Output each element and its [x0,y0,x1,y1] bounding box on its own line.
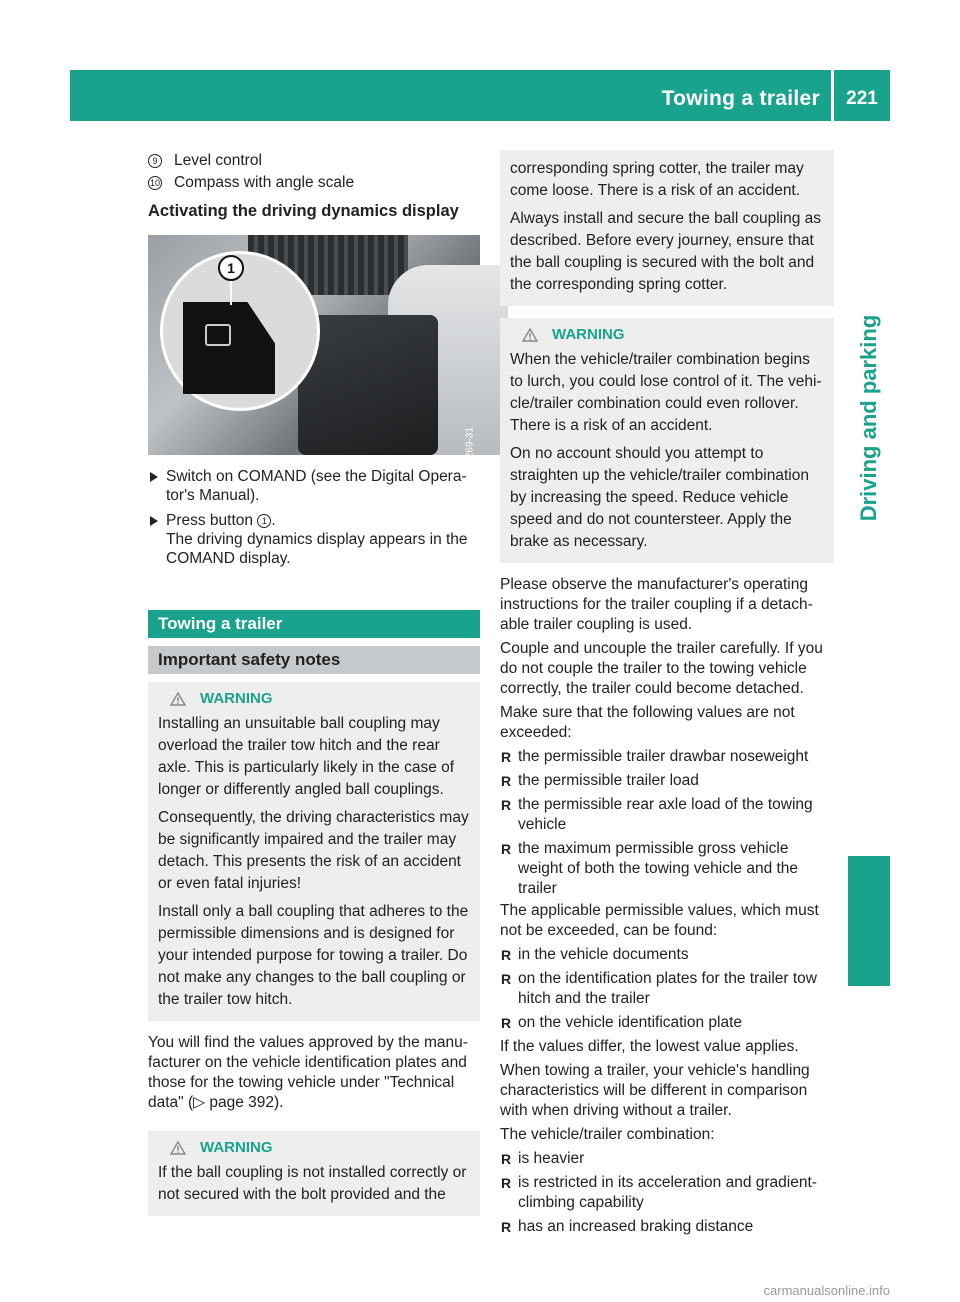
limits-list [500,747,834,899]
side-tab [848,120,890,820]
step-number: 1 [257,514,271,528]
legend-item [148,172,480,194]
warning-box-continued [500,150,834,306]
legend-text: Compass with angle scale [174,174,355,191]
photo-button [183,302,275,394]
activating-heading: Activating the driving dynamics display [148,202,459,220]
right-column [500,150,834,1237]
warning-text: Installing an unsuitable ball coupling may overload the trailer tow hitch and the rear axle. This is particularly likely in the case of longer or differently angled ball couplings. [158,715,455,798]
legend-text: Level control [174,152,262,169]
list-item: R in the vehicle documents [500,945,834,965]
warning-triangle-icon [170,1141,186,1155]
legend-number: 10 [149,178,160,188]
list-item: R the permissible rear axle load of the towing vehicle [500,795,834,835]
values-paragraph: You will find the values approved by the manu-facturer on the vehicle identification plates and those for the towing vehicle under "Technical data" (▷ page 392). [148,1034,468,1111]
warning-box [500,318,834,563]
paragraph: Couple and uncouple the trailer carefully. If you do not couple the trailer to the towing vehicle correctly, the trailer could become detached. [500,640,823,697]
warning-box [148,682,480,1021]
warning-label: WARNING [200,1139,273,1156]
sources-list [500,945,834,1033]
step-result: The driving dynamics display appears in the COMAND display. [166,531,468,567]
section-title: Towing a trailer [148,610,480,638]
warning-text: Always install and secure the ball coupling as described. Before every journey, ensure that the ball coupling is secured with the bolt and the corresponding spring cotter. [510,210,822,293]
paragraph: The vehicle/trailer combination: [500,1126,715,1143]
side-tab-marker [848,856,890,986]
vehicle-display-icon [205,324,231,346]
header-title: Towing a trailer [661,87,820,110]
warning-box [148,1131,480,1216]
watermark: carmanualsonline.info [763,1283,890,1298]
legend-item [148,150,480,172]
list-item: R has an increased braking distance [500,1217,834,1237]
warning-title [158,1139,470,1156]
subsection-title: Important safety notes [148,646,480,674]
list-item: R the permissible trailer load [500,771,834,791]
paragraph: Make sure that the following values are not exceeded: [500,704,795,741]
warning-text: Install only a ball coupling that adheres to the permissible dimensions and is designed for your intended purpose for towing a trailer. Do not make any changes to the ball coupling or the trailer tow hitch. [158,903,469,1008]
warning-label: WARNING [552,326,625,343]
photo-callout: 1 [218,255,244,281]
step-item [148,511,480,568]
warning-text: corresponding spring cotter, the trailer may come loose. There is a risk of an accident. [510,160,804,199]
warning-title [158,690,470,707]
step-text: . [271,512,276,529]
left-column [148,150,480,1216]
list-item: R on the vehicle identification plate [500,1013,834,1033]
warning-title [510,326,824,343]
paragraph: The applicable permissible values, which must not be exceeded, can be found: [500,902,819,939]
warning-label: WARNING [200,690,273,707]
photo-reference: P54.26-0269-31 [465,427,476,499]
warning-text: On no account should you attempt to straighten up the vehicle/trailer combination by increasing the speed. Reduce vehicle speed and do not countersteer. Apply the brake as necessary. [510,445,809,550]
list-item: R is heavier [500,1149,834,1169]
legend-number: 9 [148,154,162,168]
list-item: R on the identification plates for the trailer tow hitch and the trailer [500,969,834,1009]
warning-text: When the vehicle/trailer combination begins to lurch, you could lose control of it. The vehi-cle/trailer combination could even rollover. There is a risk of an accident. [510,351,822,434]
warning-triangle-icon [170,692,186,706]
paragraph: Please observe the manufacturer's operating instructions for the trailer coupling if a detach-able trailer coupling is used. [500,576,813,633]
list-item: R the permissible trailer drawbar noseweight [500,747,834,767]
page-number: 221 [846,88,878,109]
warning-text: Consequently, the driving characteristics may be significantly impaired and the trailer may detach. This presents the risk of an accident or even fatal injuries! [158,809,469,892]
list-item: R is restricted in its acceleration and gradient-climbing capability [500,1173,834,1213]
callout-leader [230,281,232,305]
step-item [148,467,480,505]
paragraph: When towing a trailer, your vehicle's handling characteristics will be different in comparison with when driving without a trailer. [500,1062,810,1119]
paragraph: If the values differ, the lowest value applies. [500,1038,799,1055]
step-text: Switch on COMAND (see the Digital Opera-tor's Manual). [166,468,467,504]
list-item: R the maximum permissible gross vehicle weight of both the towing vehicle and the trailer [500,839,834,899]
combination-list [500,1149,834,1237]
warning-text: If the ball coupling is not installed correctly or not secured with the bolt provided and the [158,1164,467,1203]
step-text: Press button [166,512,258,529]
side-tab-label: Driving and parking [856,314,881,522]
warning-triangle-icon [522,328,538,342]
